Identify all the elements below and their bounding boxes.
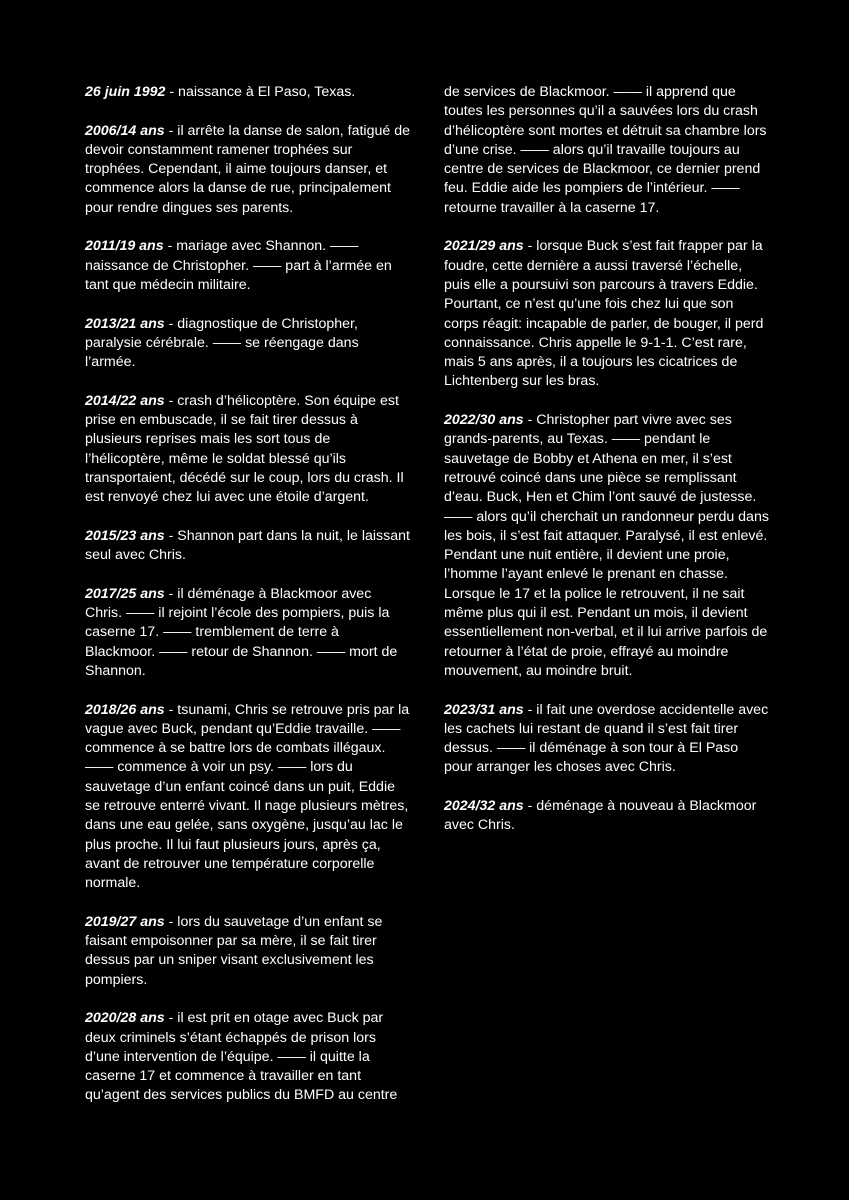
entry-text: - il arrête la danse de salon, fatigué de devoir constamment ramener trophées sur trophées. Cependant, il aime toujours danser, et commence alors la danse de rue, principalement pour rendre dingues ses parents. — [85, 122, 410, 216]
entry-text: - déménage à nouveau à Blackmoor avec Chris. — [444, 797, 757, 834]
entry-date: 2018/26 ans — [85, 701, 165, 718]
entry-text: - Shannon part dans la nuit, le laissant seul avec Chris. — [85, 527, 410, 564]
entry-date: 26 juin 1992 — [85, 84, 166, 100]
timeline-right-column — [444, 83, 770, 855]
entry-date: 2022/30 ans — [444, 412, 524, 429]
timeline-entry-2011 — [85, 237, 411, 295]
entry-date: 2023/31 ans — [444, 701, 524, 718]
timeline-entry-2021 — [444, 237, 770, 391]
timeline-entry-1992 — [85, 83, 411, 102]
entry-date: 2021/29 ans — [444, 238, 524, 255]
entry-text: - il déménage à Blackmoor avec Chris. —— il rejoint l’école des pompiers, puis la caserne 17. —— tremblement de terre à Blackmoor. —— retour de Shannon. —— mort de Shannon. — [85, 585, 398, 679]
entry-text: de services de Blackmoor. —— il apprend que toutes les personnes qu’il a sauvées lors du crash d’hélicoptère sont mortes et détruit sa chambre lors d’une crise. —— alors qu’il travaille toujours au centre de services de Blackmoor, ce dernier prend feu. Eddie aide les pompiers de l’intérieur. —— retourne travailler à la caserne 17. — [444, 84, 767, 216]
entry-text: - lors du sauvetage d’un enfant se faisant empoisonner par sa mère, il se fait tirer dessus par un sniper visant exclusivement les pompiers. — [85, 913, 383, 988]
entry-text: - mariage avec Shannon. —— naissance de Christopher. —— part à l’armée en tant que médecin militaire. — [85, 238, 392, 293]
timeline-entry-2024 — [444, 797, 770, 836]
timeline-entry-2020 — [85, 1009, 411, 1105]
timeline-entry-2019 — [85, 913, 411, 990]
timeline-left-column — [85, 83, 411, 1125]
timeline-entry-2006 — [85, 122, 411, 218]
entry-date: 2013/21 ans — [85, 315, 165, 332]
timeline-entry-2023 — [444, 701, 770, 778]
timeline-entry-2017 — [85, 585, 411, 681]
entry-date: 2024/32 ans — [444, 797, 524, 814]
entry-date: 2006/14 ans — [85, 122, 165, 139]
timeline-entry-2014 — [85, 392, 411, 508]
timeline-entry-2013 — [85, 315, 411, 373]
entry-text: - il est prit en otage avec Buck par deux criminels s’étant échappés de prison lors d’une intervention de l’équipe. —— il quitte la caserne 17 et commence à travailler en tant qu’agent des services publics du BMFD au centre — [85, 1010, 398, 1104]
entry-text: - lorsque Buck s’est fait frapper par la foudre, cette dernière a aussi traversé l’échelle, puis elle a poursuivi son parcours à travers Eddie. Pourtant, ce n’est qu’une fois chez lui que son corps réagit: incapable de parler, de bouger, il perd connaissance. Chris appelle le 9-1-1. C’est rare, mais 5 ans après, il a toujours les cicatrices de Lichtenberg sur les bras. — [444, 238, 764, 390]
entry-text: - crash d’hélicoptère. Son équipe est prise en embuscade, il se fait tirer dessus à plusieurs reprises mais les sort tous de l’hélicoptère, même le soldat blessé qu’ils transportaient, décédé sur le coup, lors du crash. Il est renvoyé chez lui avec une étoile d’argent. — [85, 392, 404, 506]
entry-date: 2020/28 ans — [85, 1010, 165, 1027]
entry-date: 2017/25 ans — [85, 585, 165, 602]
entry-date: 2011/19 ans — [85, 238, 164, 255]
timeline-entry-2020-continued — [444, 83, 770, 218]
entry-text: - naissance à El Paso, Texas. — [165, 84, 356, 100]
entry-date: 2015/23 ans — [85, 527, 165, 544]
entry-text: - diagnostique de Christopher, paralysie cérébrale. —— se réengage dans l’armée. — [85, 315, 359, 371]
timeline-entry-2018 — [85, 701, 411, 894]
entry-date: 2014/22 ans — [85, 392, 165, 409]
entry-date: 2019/27 ans — [85, 913, 165, 930]
timeline-entry-2022 — [444, 411, 770, 681]
entry-text: - tsunami, Chris se retrouve pris par la vague avec Buck, pendant qu’Eddie travaille. —— commence à se battre lors de combats illégaux. —— commence à voir un psy. —— lors du sauvetage d’un enfant coincé dans un puit, Eddie se retrouve enterré vivant. Il nage plusieurs mètres, dans une eau gelée, sans oxygène, jusqu’au lac le plus proche. Il lui faut plusieurs jours, après ça, avant de retrouver une température corporelle normale. — [85, 701, 410, 892]
entry-text: - il fait une overdose accidentelle avec les cachets lui restant de quand il s’est fait tirer dessus. —— il déménage à son tour à El Paso pour arranger les choses avec Chris. — [444, 701, 769, 776]
entry-text: - Christopher part vivre avec ses grands-parents, au Texas. —— pendant le sauvetage de Bobby et Athena en mer, il s’est retrouvé coincé dans une pièce se remplissant d’eau. Buck, Hen et Chim l’ont sauvé de justesse. —— alors qu’il cherchait un randonneur perdu dans les bois, il s’est fait attaquer. Paralysé, il est enlevé. Pendant une nuit entière, il devient une proie, l’homme l’ayant enlevé le prenant en chasse. Lorsque le 17 et la police le retrouvent, il ne sait même plus qui il est. Pendant un mois, il devient essentiellement non-verbal, et il lui arrive parfois de retourner à l’état de proie, effrayé au moindre mouvement, au moindre bruit. — [444, 412, 769, 679]
timeline-entry-2015 — [85, 527, 411, 566]
